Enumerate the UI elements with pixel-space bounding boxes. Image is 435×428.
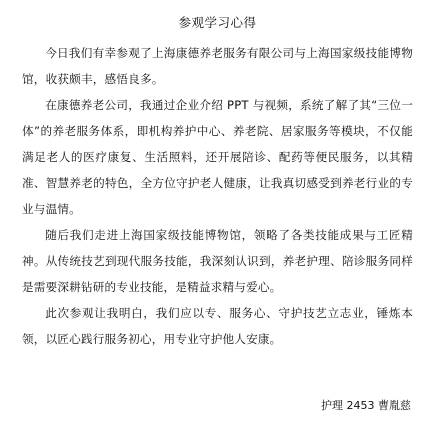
paragraph-intro: 今日我们有幸参观了上海康德养老服务有限公司与上海国家级技能博物馆，收获颇丰，感悟良多。 (22, 46, 413, 86)
paragraph-company-visit: 在康德养老公司，我通过企业介绍 PPT 与视频，系统了解了其“三位一体”的养老服务体系，即机构养护中心、养老院、居家服务等模块，不仅能满足老人的医疗康复、生活照料，还开展陪诊、配药等便民服务，以其精准、智慧养老的特色，全方位守护老人健康，让我真切感受到养老行业的专业与温情。 (22, 98, 413, 216)
author-signature: 护理 2453 曹胤慈 (321, 399, 411, 412)
document-title: 参观学习心得 (178, 15, 257, 30)
paragraph-museum-visit: 随后我们走进上海国家级技能博物馆，领略了各类技能成果与工匠精神。从传统技艺到现代服务技能，我深刻认识到，养老护理、陪诊服务同样是需要深耕钻研的专业技能，是精益求精与爱心。 (22, 228, 413, 294)
paragraph-conclusion: 此次参观让我明白，我们应以专、服务心、守护技艺立志业，锤炼本领，以匠心践行服务初心，用专业守护他人安康。 (22, 306, 413, 346)
